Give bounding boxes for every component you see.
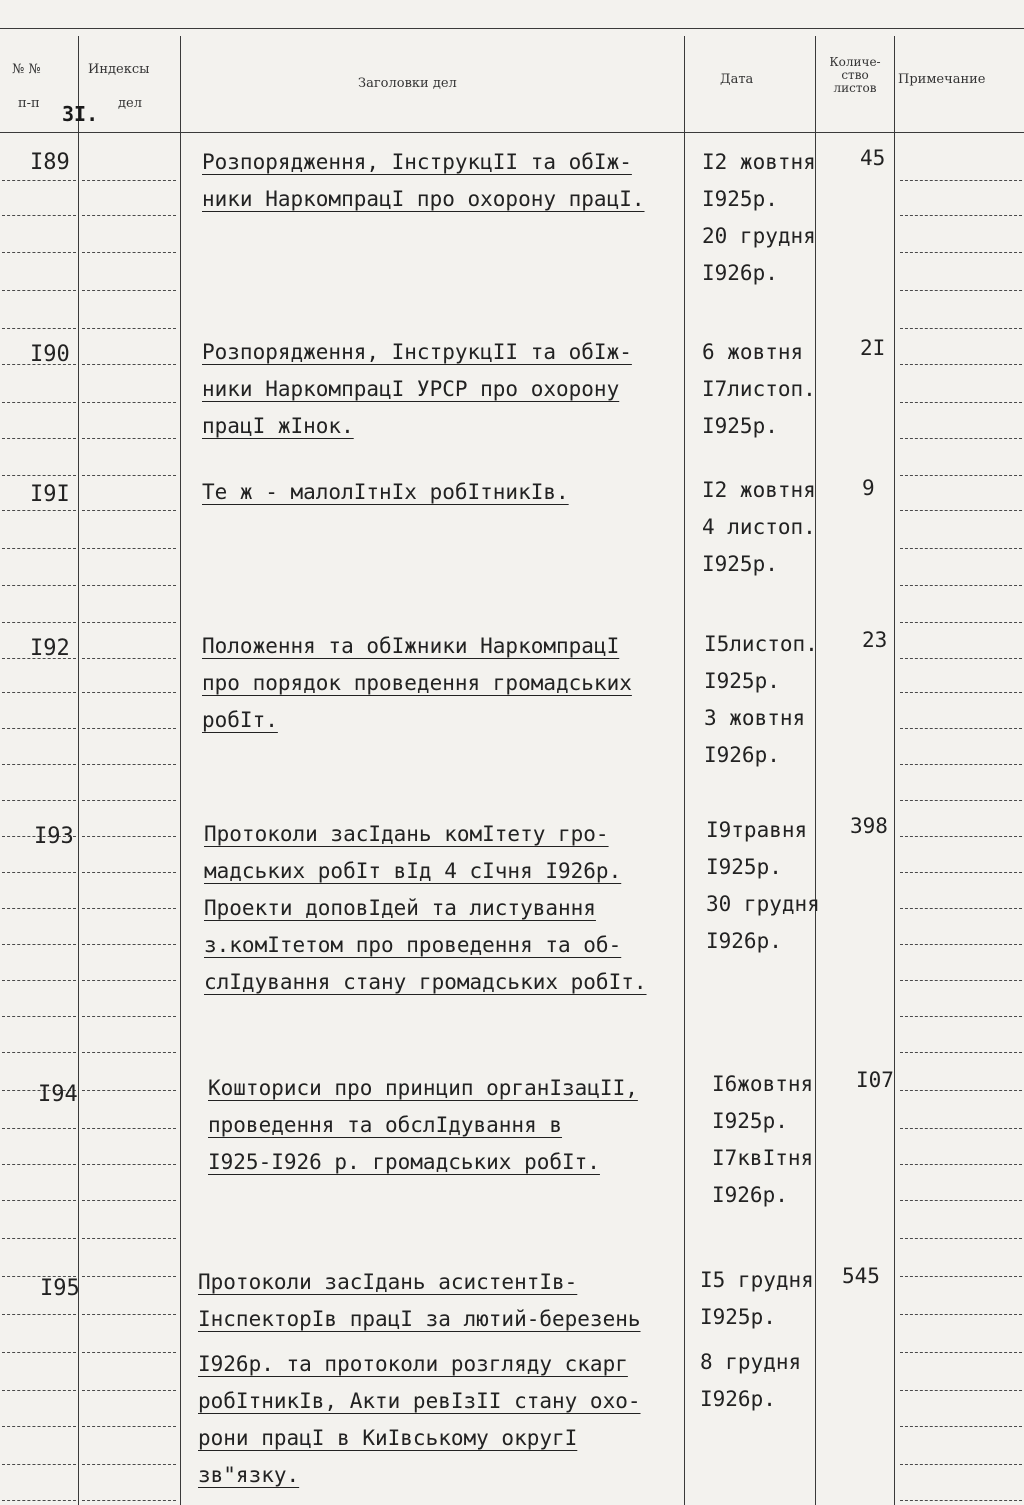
row-title-line: з.комІтетом про проведення та об- — [204, 933, 622, 957]
ruled-line — [2, 764, 76, 765]
row-title — [198, 1264, 641, 1494]
ruled-line — [900, 728, 1022, 729]
ruled-line — [900, 180, 1022, 181]
row-date-line: I926р. — [712, 1183, 788, 1207]
row-date-line: I925р. — [702, 187, 778, 211]
row-date-line: 30 грудня — [706, 892, 820, 916]
row-date-line: I925р. — [712, 1109, 788, 1133]
row-date-line: 3 жовтня — [704, 706, 806, 730]
row-number: I94 — [38, 1082, 78, 1107]
row-title — [202, 334, 632, 445]
ruled-line — [82, 692, 176, 693]
row-title-line: зв"язку. — [198, 1463, 300, 1487]
row-number: I93 — [34, 824, 74, 849]
ruled-line — [82, 764, 176, 765]
row-date-line: I925р. — [702, 552, 778, 576]
header-count-line-2: ство — [841, 68, 869, 82]
row-date-line: I9травня — [706, 818, 808, 842]
ruled-line — [82, 622, 176, 623]
row-title-line: ІнспекторІв працІ за лютий-березень — [198, 1307, 641, 1331]
ruled-line — [2, 510, 76, 511]
ruled-line — [82, 1090, 176, 1091]
column-divider-5 — [894, 36, 895, 1505]
ruled-line — [900, 1128, 1022, 1129]
row-sheet-count: 45 — [860, 146, 886, 170]
ruled-line — [2, 290, 76, 291]
ruled-line — [900, 764, 1022, 765]
row-title-line: ники НаркомпрацІ УРСР про охорону — [202, 377, 620, 401]
ruled-line — [82, 944, 176, 945]
row-title-line: Розпорядження, ІнструкцІІ та обІж- — [202, 340, 632, 364]
row-title-line: Протоколи засІдань асистентІв- — [198, 1270, 578, 1294]
ruled-line — [82, 728, 176, 729]
row-title — [202, 474, 569, 511]
ruled-line — [82, 1426, 176, 1427]
row-title — [204, 816, 647, 1001]
ruled-line — [82, 290, 176, 291]
row-title-line: ники НаркомпрацІ про охорону працІ. — [202, 187, 645, 211]
ruled-line — [900, 872, 1022, 873]
ruled-line — [2, 1164, 76, 1165]
row-number: I90 — [30, 342, 70, 367]
ruled-line — [2, 1016, 76, 1017]
row-title — [202, 144, 645, 218]
ruled-line — [2, 944, 76, 945]
ruled-line — [2, 908, 76, 909]
ruled-line — [82, 180, 176, 181]
ruled-line — [900, 1276, 1022, 1277]
row-title-line: робІтникІв, Акти ревІзІІ стану охо- — [198, 1389, 641, 1413]
ruled-line — [900, 658, 1022, 659]
header-count-line-3: листов — [833, 81, 877, 95]
row-date-line: I2 жовтня — [702, 478, 816, 502]
ruled-line — [2, 585, 76, 586]
row-sheet-count: 2I — [860, 336, 886, 360]
ruled-line — [900, 980, 1022, 981]
row-title-line: працІ жІнок. — [202, 414, 354, 438]
ruled-line — [82, 252, 176, 253]
header-date-label: Дата — [720, 72, 754, 87]
ruled-line — [900, 1238, 1022, 1239]
ruled-line — [82, 1352, 176, 1353]
ruled-line — [82, 438, 176, 439]
ruled-line — [82, 1390, 176, 1391]
row-date-line: 6 жовтня — [702, 340, 804, 364]
row-number: I9I — [30, 482, 70, 507]
ruled-line — [82, 510, 176, 511]
header-count-label — [817, 56, 893, 95]
ruled-line — [900, 1500, 1022, 1501]
row-title-line: Положення та обІжники НаркомпрацІ — [202, 634, 620, 658]
row-title-line: Те ж - малолІтнІх робІтникІв. — [202, 480, 569, 504]
row-title-line: Кошториси про принцип органІзацІІ, — [208, 1076, 638, 1100]
ruled-line — [900, 402, 1022, 403]
row-title-line: робІт. — [202, 708, 278, 732]
header-index-sublabel: дел — [118, 96, 142, 111]
row-date-line: I925р. — [706, 855, 782, 879]
ruled-line — [82, 1016, 176, 1017]
ruled-line — [82, 1276, 176, 1277]
row-date-line: I2 жовтня — [702, 150, 816, 174]
ruled-line — [82, 1052, 176, 1053]
ruled-line — [900, 252, 1022, 253]
row-date-line: I925р. — [704, 669, 780, 693]
ruled-line — [2, 328, 76, 329]
ruled-line — [2, 1426, 76, 1427]
ruled-line — [900, 692, 1022, 693]
row-title-line: проведення та обслІдування в — [208, 1113, 563, 1137]
ruled-line — [2, 980, 76, 981]
row-date — [702, 144, 816, 292]
ruled-line — [82, 872, 176, 873]
ruled-line — [900, 908, 1022, 909]
row-date-line: 20 грудня — [702, 224, 816, 248]
ruled-line — [2, 1200, 76, 1201]
ruled-line — [900, 290, 1022, 291]
archive-stamp: 3I. — [62, 102, 99, 126]
row-title-line: Протоколи засІдань комІтету гро- — [204, 822, 609, 846]
column-divider-3 — [684, 36, 685, 1505]
ruled-line — [900, 1200, 1022, 1201]
ruled-line — [2, 1238, 76, 1239]
header-number-sublabel: п-п — [18, 96, 40, 111]
ruled-line — [900, 510, 1022, 511]
ruled-line — [900, 1314, 1022, 1315]
ruled-line — [82, 215, 176, 216]
ruled-line — [900, 364, 1022, 365]
header-index-label: Индексы — [88, 62, 150, 77]
header-title-label: Заголовки дел — [358, 76, 457, 91]
ruled-line — [900, 1464, 1022, 1465]
row-title — [208, 1070, 638, 1181]
ruled-line — [82, 836, 176, 837]
row-date-line: 4 листоп. — [702, 515, 816, 539]
ruled-line — [900, 1164, 1022, 1165]
row-date-line: I925р. — [700, 1305, 776, 1329]
row-date-line: I7квІтня — [712, 1146, 814, 1170]
ruled-line — [2, 438, 76, 439]
row-date — [702, 334, 816, 445]
row-date-line: I5 грудня — [700, 1268, 814, 1292]
column-divider-2 — [180, 36, 181, 1505]
ruled-line — [82, 1200, 176, 1201]
ruled-line — [900, 622, 1022, 623]
row-title-line: Проекти доповІдей та листування — [204, 896, 596, 920]
header-number-label: № № — [12, 62, 41, 77]
ruled-line — [82, 1464, 176, 1465]
ruled-line — [2, 1464, 76, 1465]
header-count-line-1: Количе- — [829, 55, 881, 69]
ruled-line — [900, 800, 1022, 801]
row-title-line: рони працІ в КиІвському округІ — [198, 1426, 578, 1450]
table-top-border — [0, 28, 1024, 29]
row-sheet-count: I07 — [856, 1068, 894, 1092]
row-sheet-count: 9 — [862, 476, 875, 500]
ruled-line — [82, 1314, 176, 1315]
ruled-line — [2, 872, 76, 873]
ruled-line — [900, 836, 1022, 837]
ruled-line — [900, 1016, 1022, 1017]
row-sheet-count: 545 — [842, 1264, 880, 1288]
ruled-line — [2, 728, 76, 729]
ruled-line — [2, 692, 76, 693]
ruled-line — [82, 585, 176, 586]
row-number: I95 — [40, 1276, 80, 1301]
row-date-line: I926р. — [702, 261, 778, 285]
row-title-line: Розпорядження, ІнструкцІІ та обІж- — [202, 150, 632, 174]
ruled-line — [900, 1352, 1022, 1353]
ruled-line — [2, 475, 76, 476]
row-title-line: мадських робІт вІд 4 сІчня I926р. — [204, 859, 622, 883]
ruled-line — [82, 658, 176, 659]
ruled-line — [900, 944, 1022, 945]
ruled-line — [2, 402, 76, 403]
row-number: I89 — [30, 150, 70, 175]
ruled-line — [82, 364, 176, 365]
row-date-line: I926р. — [706, 929, 782, 953]
ruled-line — [82, 1500, 176, 1501]
row-sheet-count: 23 — [862, 628, 888, 652]
ruled-line — [2, 800, 76, 801]
ruled-line — [82, 800, 176, 801]
ruled-line — [900, 215, 1022, 216]
ruled-line — [900, 1090, 1022, 1091]
ruled-line — [2, 180, 76, 181]
row-date — [702, 472, 816, 583]
ruled-line — [900, 475, 1022, 476]
header-note-label: Примечание — [898, 72, 986, 87]
ruled-line — [2, 1052, 76, 1053]
ruled-line — [82, 908, 176, 909]
row-sheet-count: 398 — [850, 814, 888, 838]
ruled-line — [900, 548, 1022, 549]
row-title-line: про порядок проведення громадських — [202, 671, 632, 695]
ruled-line — [82, 980, 176, 981]
ruled-line — [2, 1128, 76, 1129]
header-bottom-border — [0, 132, 1024, 133]
ruled-line — [82, 402, 176, 403]
row-date-line: I7листоп. — [702, 377, 816, 401]
row-date — [704, 626, 818, 774]
ruled-line — [2, 1500, 76, 1501]
row-date-line: I926р. — [700, 1387, 776, 1411]
ruled-line — [900, 585, 1022, 586]
row-title-line: I925-I926 р. громадських робІт. — [208, 1150, 600, 1174]
ruled-line — [900, 1052, 1022, 1053]
ruled-line — [2, 215, 76, 216]
ruled-line — [2, 1390, 76, 1391]
ruled-line — [82, 1128, 176, 1129]
ruled-line — [82, 548, 176, 549]
row-title — [202, 628, 632, 739]
row-date — [700, 1262, 814, 1418]
ruled-line — [2, 622, 76, 623]
ruled-line — [82, 328, 176, 329]
ruled-line — [82, 475, 176, 476]
ruled-line — [82, 1238, 176, 1239]
row-number: I92 — [30, 636, 70, 661]
row-date-line: I926р. — [704, 743, 780, 767]
ruled-line — [2, 1352, 76, 1353]
ruled-line — [2, 252, 76, 253]
row-date-line: 8 грудня — [700, 1350, 802, 1374]
row-title-line: слІдування стану громадських робІт. — [204, 970, 647, 994]
ruled-line — [900, 438, 1022, 439]
ruled-line — [82, 1164, 176, 1165]
ruled-line — [900, 328, 1022, 329]
ruled-line — [2, 548, 76, 549]
ruled-line — [900, 1426, 1022, 1427]
row-title-line: I926р. та протоколи розгляду скарг — [198, 1352, 628, 1376]
row-date — [706, 812, 820, 960]
ruled-line — [900, 1390, 1022, 1391]
row-date-line: I5листоп. — [704, 632, 818, 656]
row-date — [712, 1066, 813, 1214]
row-date-line: I6жовтня — [712, 1072, 814, 1096]
row-date-line: I925р. — [702, 414, 778, 438]
ruled-line — [2, 1314, 76, 1315]
